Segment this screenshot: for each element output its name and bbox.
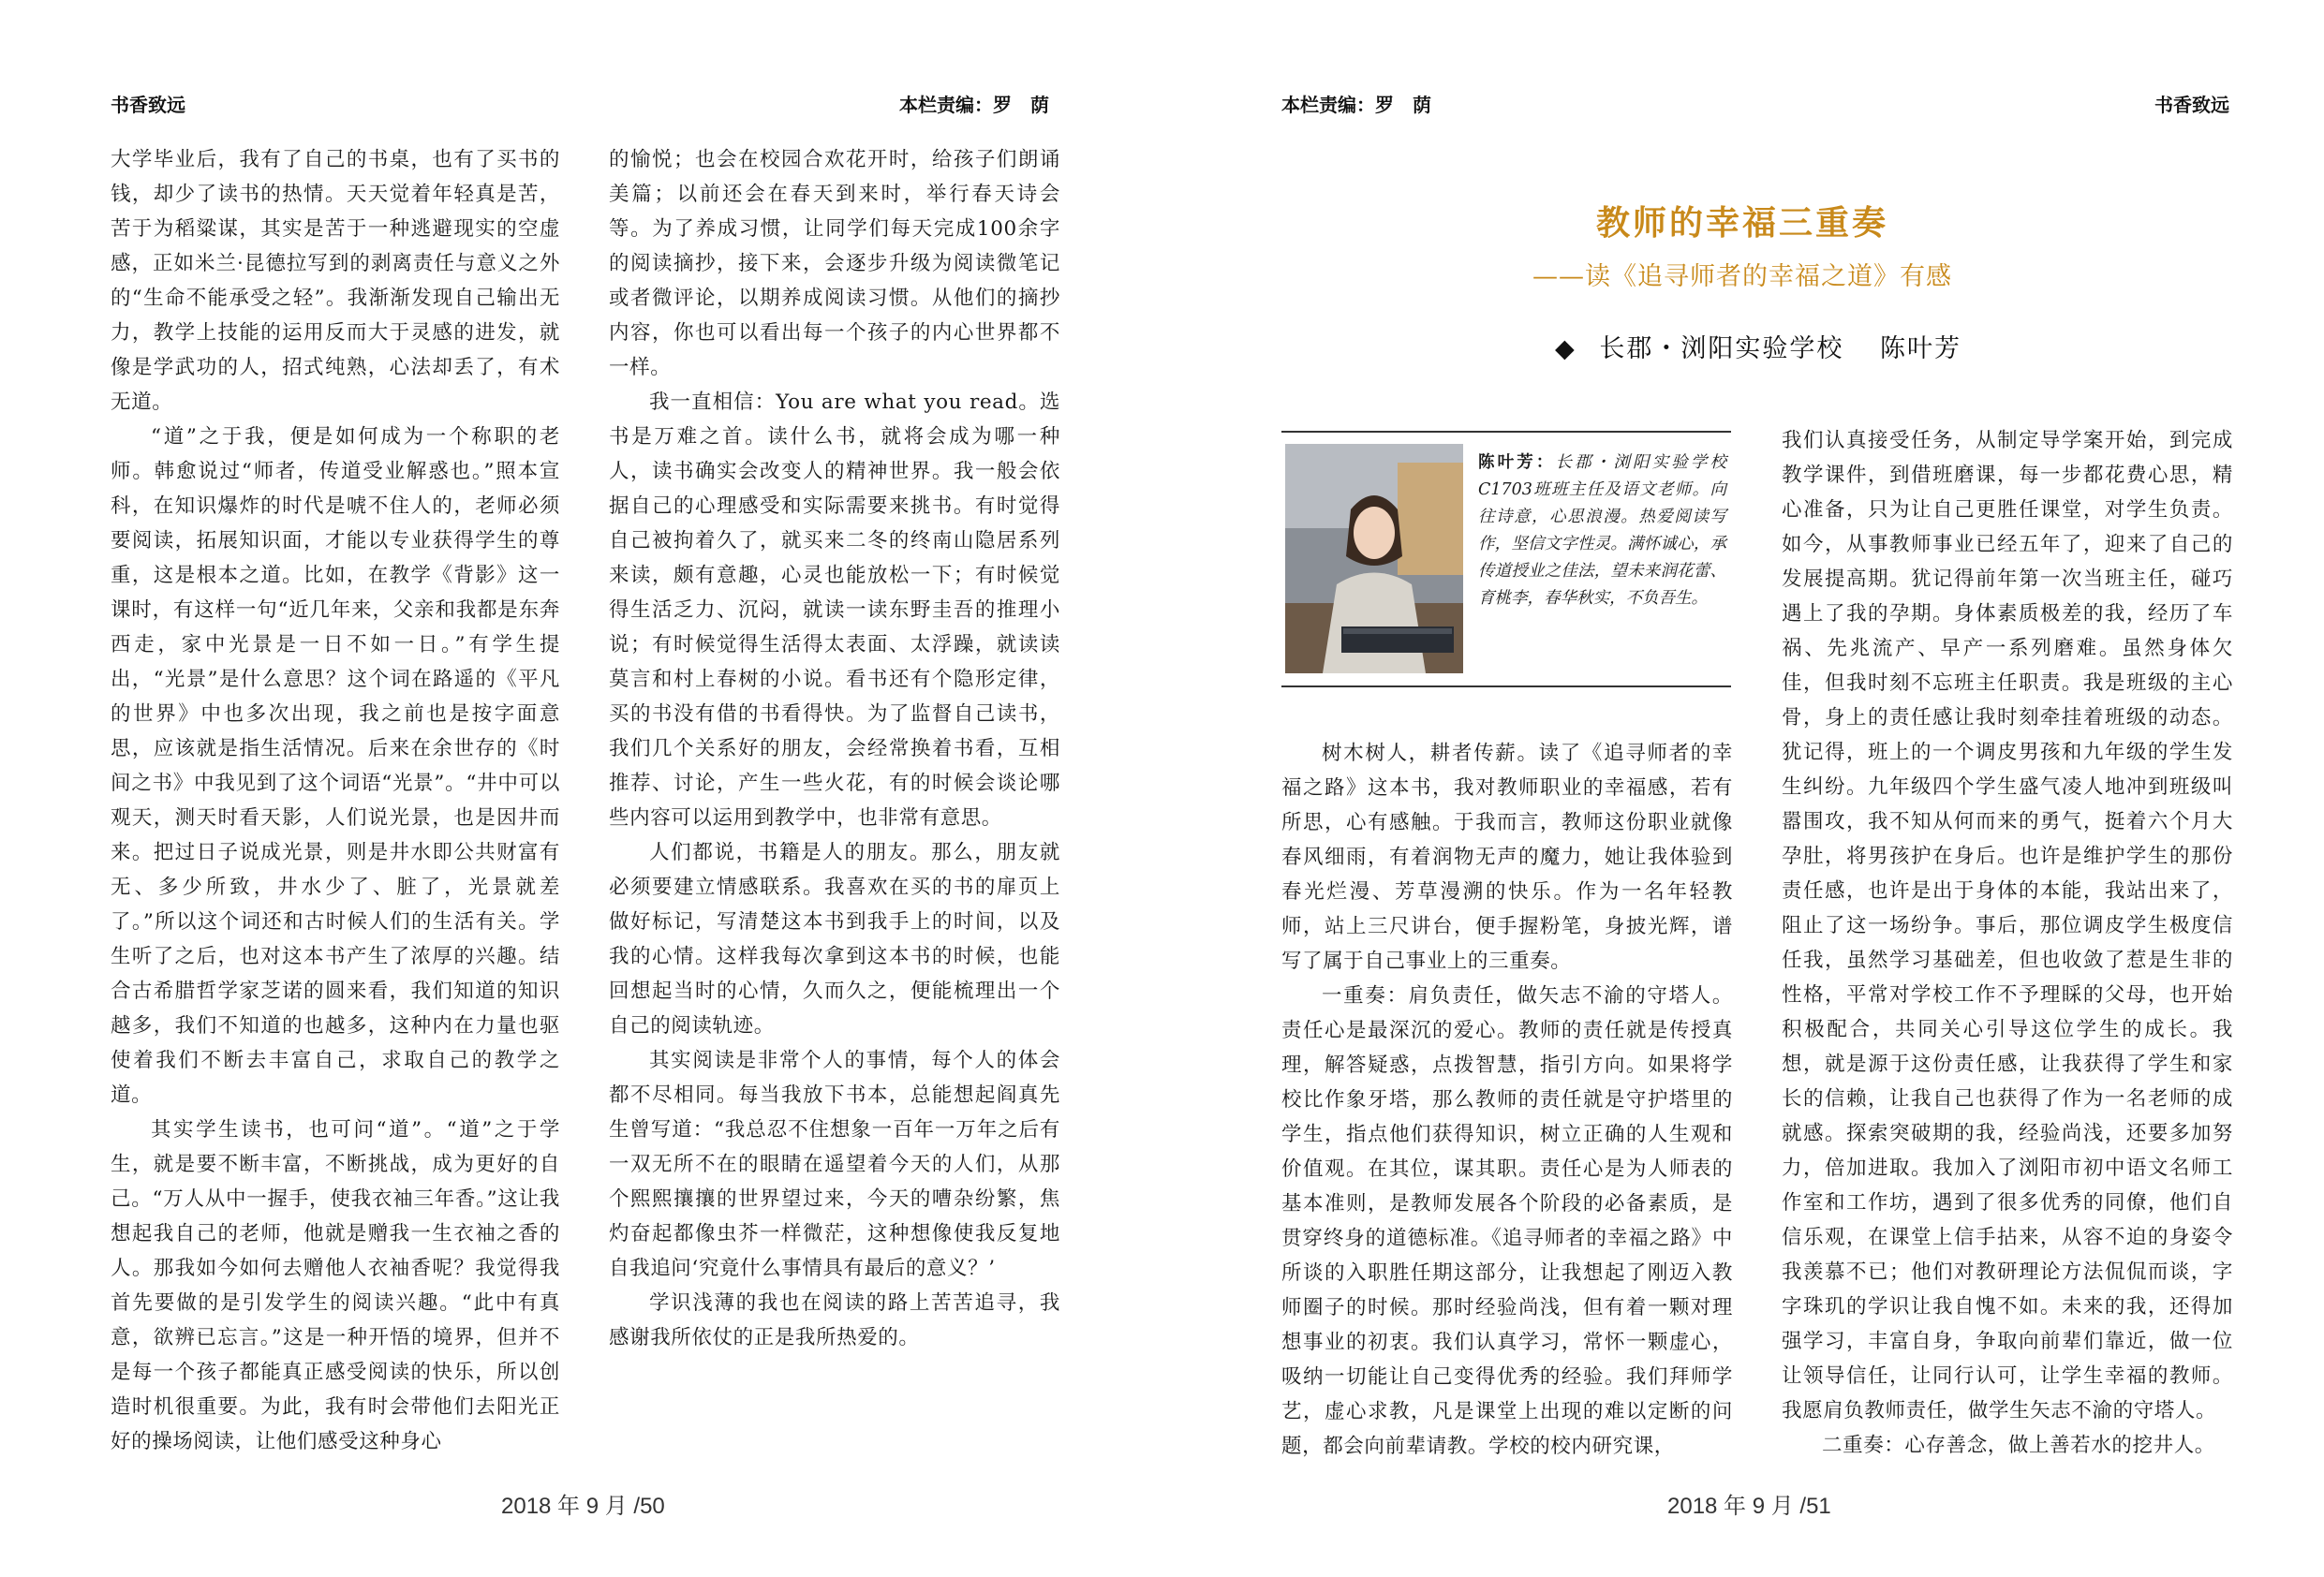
left-col2-paragraph: 的愉悦；也会在校园合欢花开时，给孩子们朗诵美篇；以前还会在春天到来时，举行春天诗会等。为了养成习惯，让同学们每天完成100余字的阅读摘抄，接下来，会逐步升级为阅读微笔记或者微评论，以期养成阅读习惯。从他们的摘抄内容，你也可以看出每一个孩子的内心世界都不一样。 [609,148,1060,379]
right-column-2 [1782,423,2233,1466]
right-col2-paragraph: 二重奏：心存善念，做上善若水的挖井人。 [1822,1434,2215,1457]
left-col2-paragraph: 学识浅薄的我也在阅读的路上苦苦追寻，我感谢我所依仗的正是我所热爱的。 [609,1291,1060,1349]
left-column-1 [111,142,560,1453]
article-title: 教师的幸福三重奏 [1595,203,1888,243]
diamond-icon: ◆ [1555,334,1576,363]
left-page-folio: 2018 年 9 月 /50 [501,1494,665,1519]
byline-school: 长郡・浏阳实验学校 [1599,334,1844,363]
article-subtitle: ——读《追寻师者的幸福之道》有感 [1532,262,1952,291]
left-col2-paragraph: 人们都说，书籍是人的朋友。那么，朋友就必须要建立情感联系。我喜欢在买的书的扉页上做好标记，写清楚这本书到我手上的时间，以及我的心情。这样我每次拿到这本书的时候，也能回想起当时的心情，久而久之，便能梳理出一个自己的阅读轨迹。 [609,841,1060,1038]
byline [1555,328,1961,364]
right-header-editor: 本栏责编：罗 荫 [1281,94,1431,116]
byline-author: 陈叶芳 [1879,334,1961,363]
left-header-section: 书香致远 [111,94,185,116]
left-col2-paragraph: 我一直相信：You are what you read。选书是万难之首。读什么书，就将会成为哪一种人，读书确实会改变人的精神世界。我一般会依据自己的心理感受和实际需要来挑书。有时觉得自己被拘着久了，就买来二冬的终南山隐居系列来读，颇有意趣，心灵也能放松一下；有时候觉得生活乏力、沉闷，就读一读东野圭吾的推理小说；有时候觉得生活得太表面、太浮躁，就读读莫言和村上春树的小说。看书还有个隐形定律，买的书没有借的书看得快。为了监督自己读书，我们几个关系好的朋友，会经常换着书看，互相推荐、讨论，产生一些火花，有的时候会谈论哪些内容可以运用到教学中，也非常有意思。 [609,391,1060,830]
right-column-1 [1281,736,1733,1466]
author-bio-box [1281,431,1731,687]
left-col1-paragraph: “道”之于我，便是如何成为一个称职的老师。韩愈说过“师者，传道受业解惑也。”照本宣科，在知识爆炸的时代是唬不住人的，老师必须要阅读，拓展知识面，才能以专业获得学生的尊重，这是根本之道。比如，在教学《背影》这一课时，有这样一句“近几年来，父亲和我都是东奔西走，家中光景是一日不如一日。”有学生提出，“光景”是什么意思？这个词在路遥的《平凡的世界》中也多次出现，我之前也是按字面意思，应该就是指生活情况。后来在余世存的《时间之书》中我见到了这个词语“光景”。“井中可以观天，测天时看天影，人们说光景，也是因井而来。把过日子说成光景，则是井水即公共财富有无、多少所致，井水少了、脏了，光景就差了。”所以这个词还和古时候人们的生活有关。学生听了之后，也对这本书产生了浓厚的兴趣。结合古希腊哲学家芝诺的圆来看，我们知道的知识越多，我们不知道的也越多，这种内在力量也驱使着我们不断去丰富自己，求取自己的教学之道。 [111,425,560,1107]
right-header-section: 书香致远 [2154,94,2229,116]
right-page-folio: 2018 年 9 月 /51 [1667,1494,1831,1519]
right-col1-paragraph: 树木树人，耕者传薪。读了《追寻师者的幸福之路》这本书，我对教师职业的幸福感，若有所思，心有感触。于我而言，教师这份职业就像春风细雨，有着润物无声的魔力，她让我体验到春光烂漫、芳草漫溯的快乐。作为一名年轻教师，站上三尺讲台，便手握粉笔，身披光辉，谱写了属于自己事业上的三重奏。 [1281,742,1733,973]
left-col2-paragraph: 其实阅读是非常个人的事情，每个人的体会都不尽相同。每当我放下书本，总能想起阎真先生曾写道：“我总忍不住想象一百年一万年之后有一双无所不在的眼睛在遥望着今天的人们，从那个熙熙攘攘的世界望过来，今天的嘈杂纷繁，焦灼奋起都像虫芥一样微茫，这种想像使我反复地自我追问‘究竟什么事情具有最后的意义？’ [609,1049,1060,1280]
left-header-editor: 本栏责编：罗 荫 [899,94,1049,116]
right-col2-paragraph: 我们认真接受任务，从制定导学案开始，到完成教学课件，到借班磨课，每一步都花费心思，精心准备，只为让自己更胜任课堂，对学生负责。如今，从事教师事业已经五年了，迎来了自己的发展提高期。犹记得前年第一次当班主任，碰巧遇上了我的孕期。身体素质极差的我，经历了车祸、先兆流产、早产一系列磨难。虽然身体欠佳，但我时刻不忘班主任职责。我是班级的主心骨，身上的责任感让我时刻牵挂着班级的动态。犹记得，班上的一个调皮男孩和九年级的学生发生纠纷。九年级四个学生盛气凌人地冲到班级叫嚣围攻，我不知从何而来的勇气，挺着六个月大孕肚，将男孩护在身后。也许是维护学生的那份责任感，也许是出于身体的本能，我站出来了，阻止了这一场纷争。事后，那位调皮学生极度信任我，虽然学习基础差，但也收敛了惹是生非的性格，平常对学校工作不予理睬的父母，也开始积极配合，共同关心引导这位学生的成长。我想，就是源于这份责任感，让我获得了学生和家长的信赖，让我自己也获得了作为一名老师的成就感。探索突破期的我，经验尚浅，还要多加努力，倍加进取。我加入了浏阳市初中语文名师工作室和工作坊，遇到了很多优秀的同僚，他们自信乐观，在课堂上信手拈来，从容不迫的身姿令我羡慕不已；他们对教研理论方法侃侃而谈，字字珠玑的学识让我自愧不如。未来的我，还得加强学习，丰富自身，争取向前辈们靠近，做一位让领导信任，让同行认可，让学生幸福的教师。我愿肩负教师责任，做学生矢志不渝的守塔人。 [1782,429,2233,1422]
article-title-block [1461,197,2023,292]
left-col1-paragraph: 大学毕业后，我有了自己的书桌，也有了买书的钱，却少了读书的热情。天天觉着年轻真是苦，苦于为稻粱谋，其实是苦于一种逃避现实的空虚感，正如米兰·昆德拉写到的剥离责任与意义之外的“生命不能承受之轻”。我渐渐发现自己输出无力，教学上技能的运用反而大于灵感的进发，就像是学武功的人，招式纯熟，心法却丢了，有术无道。 [111,148,560,414]
author-bio-text [1478,450,1726,612]
left-column-2 [609,142,1060,1349]
bio-description: 长郡・浏阳实验学校C1703班班主任及语文老师。向往诗意，心思浪漫。热爱阅读写作，坚信文字性灵。满怀诚心，承传道授业之佳法，望未来润花蕾、育桃李，春华秋实，不负吾生。 [1478,453,1726,608]
left-col1-paragraph: 其实学生读书，也可问“道”。“道”之于学生，就是要不断丰富，不断挑战，成为更好的自己。“万人从中一握手，使我衣袖三年香。”这让我想起我自己的老师，他就是赠我一生衣袖之香的人。那我如今如何去赠他人衣袖香呢？我觉得我首先要做的是引发学生的阅读兴趣。“此中有真意，欲辨已忘言。”这是一种开悟的境界，但并不是每一个孩子都能真正感受阅读的快乐，所以创造时机很重要。为此，我有时会带他们去阳光正好的操场阅读，让他们感受这种身心 [111,1118,560,1453]
right-col1-paragraph: 一重奏：肩负责任，做矢志不渝的守塔人。责任心是最深沉的爱心。教师的责任就是传授真理，解答疑惑，点拨智慧，指引方向。如果将学校比作象牙塔，那么教师的责任就是守护塔里的学生，指点他们获得知识，树立正确的人生观和价值观。在其位，谋其职。责任心是为人师表的基本准则，是教师发展各个阶段的必备素质，是贯穿终身的道德标准。《追寻师者的幸福之路》中所谈的入职胜任期这部分，让我想起了刚迈入教师圈子的时候。那时经验尚浅，但有着一颗对理想事业的初衷。我们认真学习，常怀一颗虚心，吸纳一切能让自己变得优秀的经验。我们拜师学艺，虚心求教，凡是课堂上出现的难以定断的问题，都会向前辈请教。学校的校内研究课， [1281,984,1733,1458]
author-photo [1285,444,1463,673]
bio-name: 陈叶芳： [1478,453,1556,472]
